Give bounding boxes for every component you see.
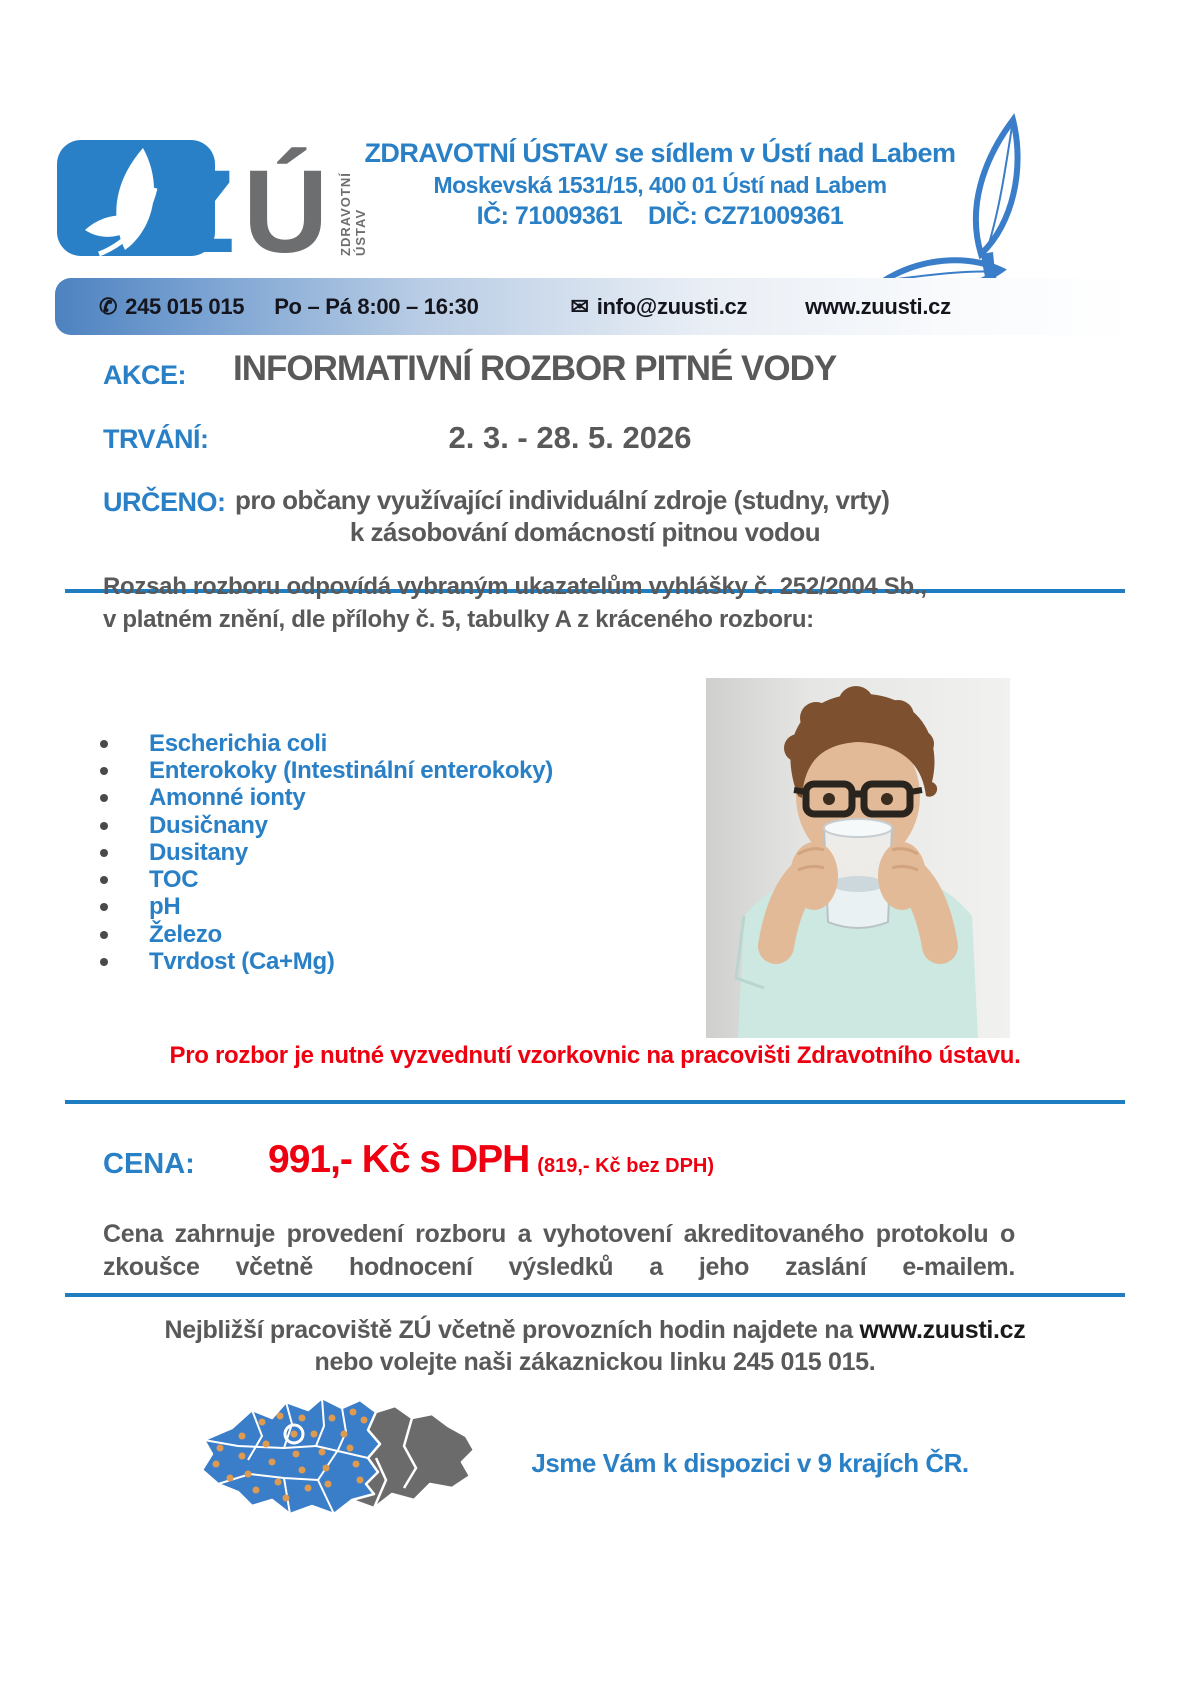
scope-intro-line2: v platném znění, dle přílohy č. 5, tabulky A z kráceného rozboru:: [103, 606, 814, 633]
footer-line2-text: nebo volejte naši zákaznickou linku: [314, 1348, 734, 1376]
list-item: [100, 894, 553, 921]
bullet-label: TOC: [149, 866, 199, 894]
bullet-label: Enterokoky (Intestinální enterokoky): [149, 756, 553, 784]
bullet-icon: [100, 740, 108, 748]
contact-bar: [55, 278, 1137, 335]
org-title: ZDRAVOTNÍ ÚSTAV se sídlem v Ústí nad Labem: [364, 138, 956, 168]
bullet-icon: [100, 794, 108, 802]
section-divider: [65, 1293, 1125, 1297]
bullet-label: Železo: [149, 920, 222, 948]
footer-phone: 245 015 015: [733, 1348, 869, 1376]
list-item: [100, 948, 553, 975]
phone-icon: ✆: [99, 293, 118, 319]
footer-line2-period: .: [868, 1348, 876, 1376]
bullet-icon: [100, 958, 108, 966]
trvani-label: TRVÁNÍ:: [103, 424, 209, 454]
footer-line1: [60, 1316, 1130, 1345]
map-caption: Jsme Vám k dispozici v 9 krajích ČR.: [531, 1448, 969, 1478]
urceno-value-line1: pro občany využívající individuální zdroje (studny, vrty): [235, 485, 890, 515]
parameter-list: [100, 730, 553, 976]
footer-line1-text: Nejbližší pracoviště ZÚ včetně provozních hodin najdete na: [164, 1316, 860, 1344]
price-with-vat: 991,- Kč s DPH: [268, 1138, 530, 1181]
bullet-icon: [100, 849, 108, 857]
bullet-label: Dusičnany: [149, 811, 268, 839]
czech-regions-map: [190, 1388, 480, 1558]
scope-intro: [103, 570, 1003, 636]
footer-line2: [60, 1348, 1130, 1377]
bullet-label: Escherichia coli: [149, 729, 327, 757]
list-item: [100, 812, 553, 839]
list-item: [100, 785, 553, 812]
akce-label: AKCE:: [103, 360, 186, 390]
footer-website: www.zuusti.cz: [859, 1316, 1026, 1344]
boy-drinking-water-photo: [706, 678, 1010, 1038]
opening-hours: Po – Pá 8:00 – 16:30: [274, 293, 479, 319]
list-item: [100, 866, 553, 893]
section-divider: [65, 1100, 1125, 1104]
zu-logo: [55, 118, 368, 268]
org-address: Moskevská 1531/15, 400 01 Ústí nad Labem: [433, 172, 887, 198]
bullet-label: Dusitany: [149, 838, 248, 866]
bullet-label: Tvrdost (Ca+Mg): [149, 948, 335, 976]
bullet-icon: [100, 822, 108, 830]
org-ids: IČ: 71009361 DIČ: CZ71009361: [476, 202, 844, 230]
list-item: [100, 730, 553, 757]
phone-number: 245 015 015: [125, 293, 245, 319]
bullet-icon: [100, 876, 108, 884]
bullet-icon: [100, 767, 108, 775]
svg-text:Ú: Ú: [243, 146, 329, 268]
pickup-note: Pro rozbor je nutné vyzvednutí vzorkovnic na pracovišti Zdravotního ústavu.: [169, 1042, 1021, 1069]
email-icon: ✉: [570, 293, 589, 319]
list-item: [100, 839, 553, 866]
price-value: [268, 1138, 714, 1182]
logo-vertical-text: ZDRAVOTNÍ ÚSTAV: [338, 172, 368, 256]
urceno-label: URČENO:: [103, 487, 226, 517]
price-without-vat: (819,- Kč bez DPH): [537, 1155, 715, 1177]
bullet-icon: [100, 931, 108, 939]
email-address: info@zuusti.cz: [596, 293, 748, 319]
price-label: CENA:: [103, 1148, 195, 1180]
trvani-value: 2. 3. - 28. 5. 2026: [448, 420, 692, 455]
svg-text:Z: Z: [163, 146, 236, 268]
price-description: Cena zahrnuje provedení rozboru a vyhotovení akreditovaného protokolu o zkoušce včetně hodnocení výsledků a jeho zaslání e-mailem.: [103, 1220, 1015, 1281]
zu-logo-graphic: [55, 118, 355, 268]
list-item: [100, 921, 553, 948]
scope-intro-line1: Rozsah rozboru odpovídá vybraným ukazatelům vyhlášky č. 252/2004 Sb.,: [103, 573, 927, 600]
bullet-label: pH: [149, 893, 181, 921]
website-url: www.zuusti.cz: [805, 293, 951, 319]
bullet-label: Amonné ionty: [149, 784, 306, 812]
akce-value: INFORMATIVNÍ ROZBOR PITNÉ VODY: [233, 349, 837, 388]
list-item: [100, 757, 553, 784]
bullet-icon: [100, 903, 108, 911]
urceno-value-line2: k zásobování domácností pitnou vodou: [349, 517, 821, 547]
